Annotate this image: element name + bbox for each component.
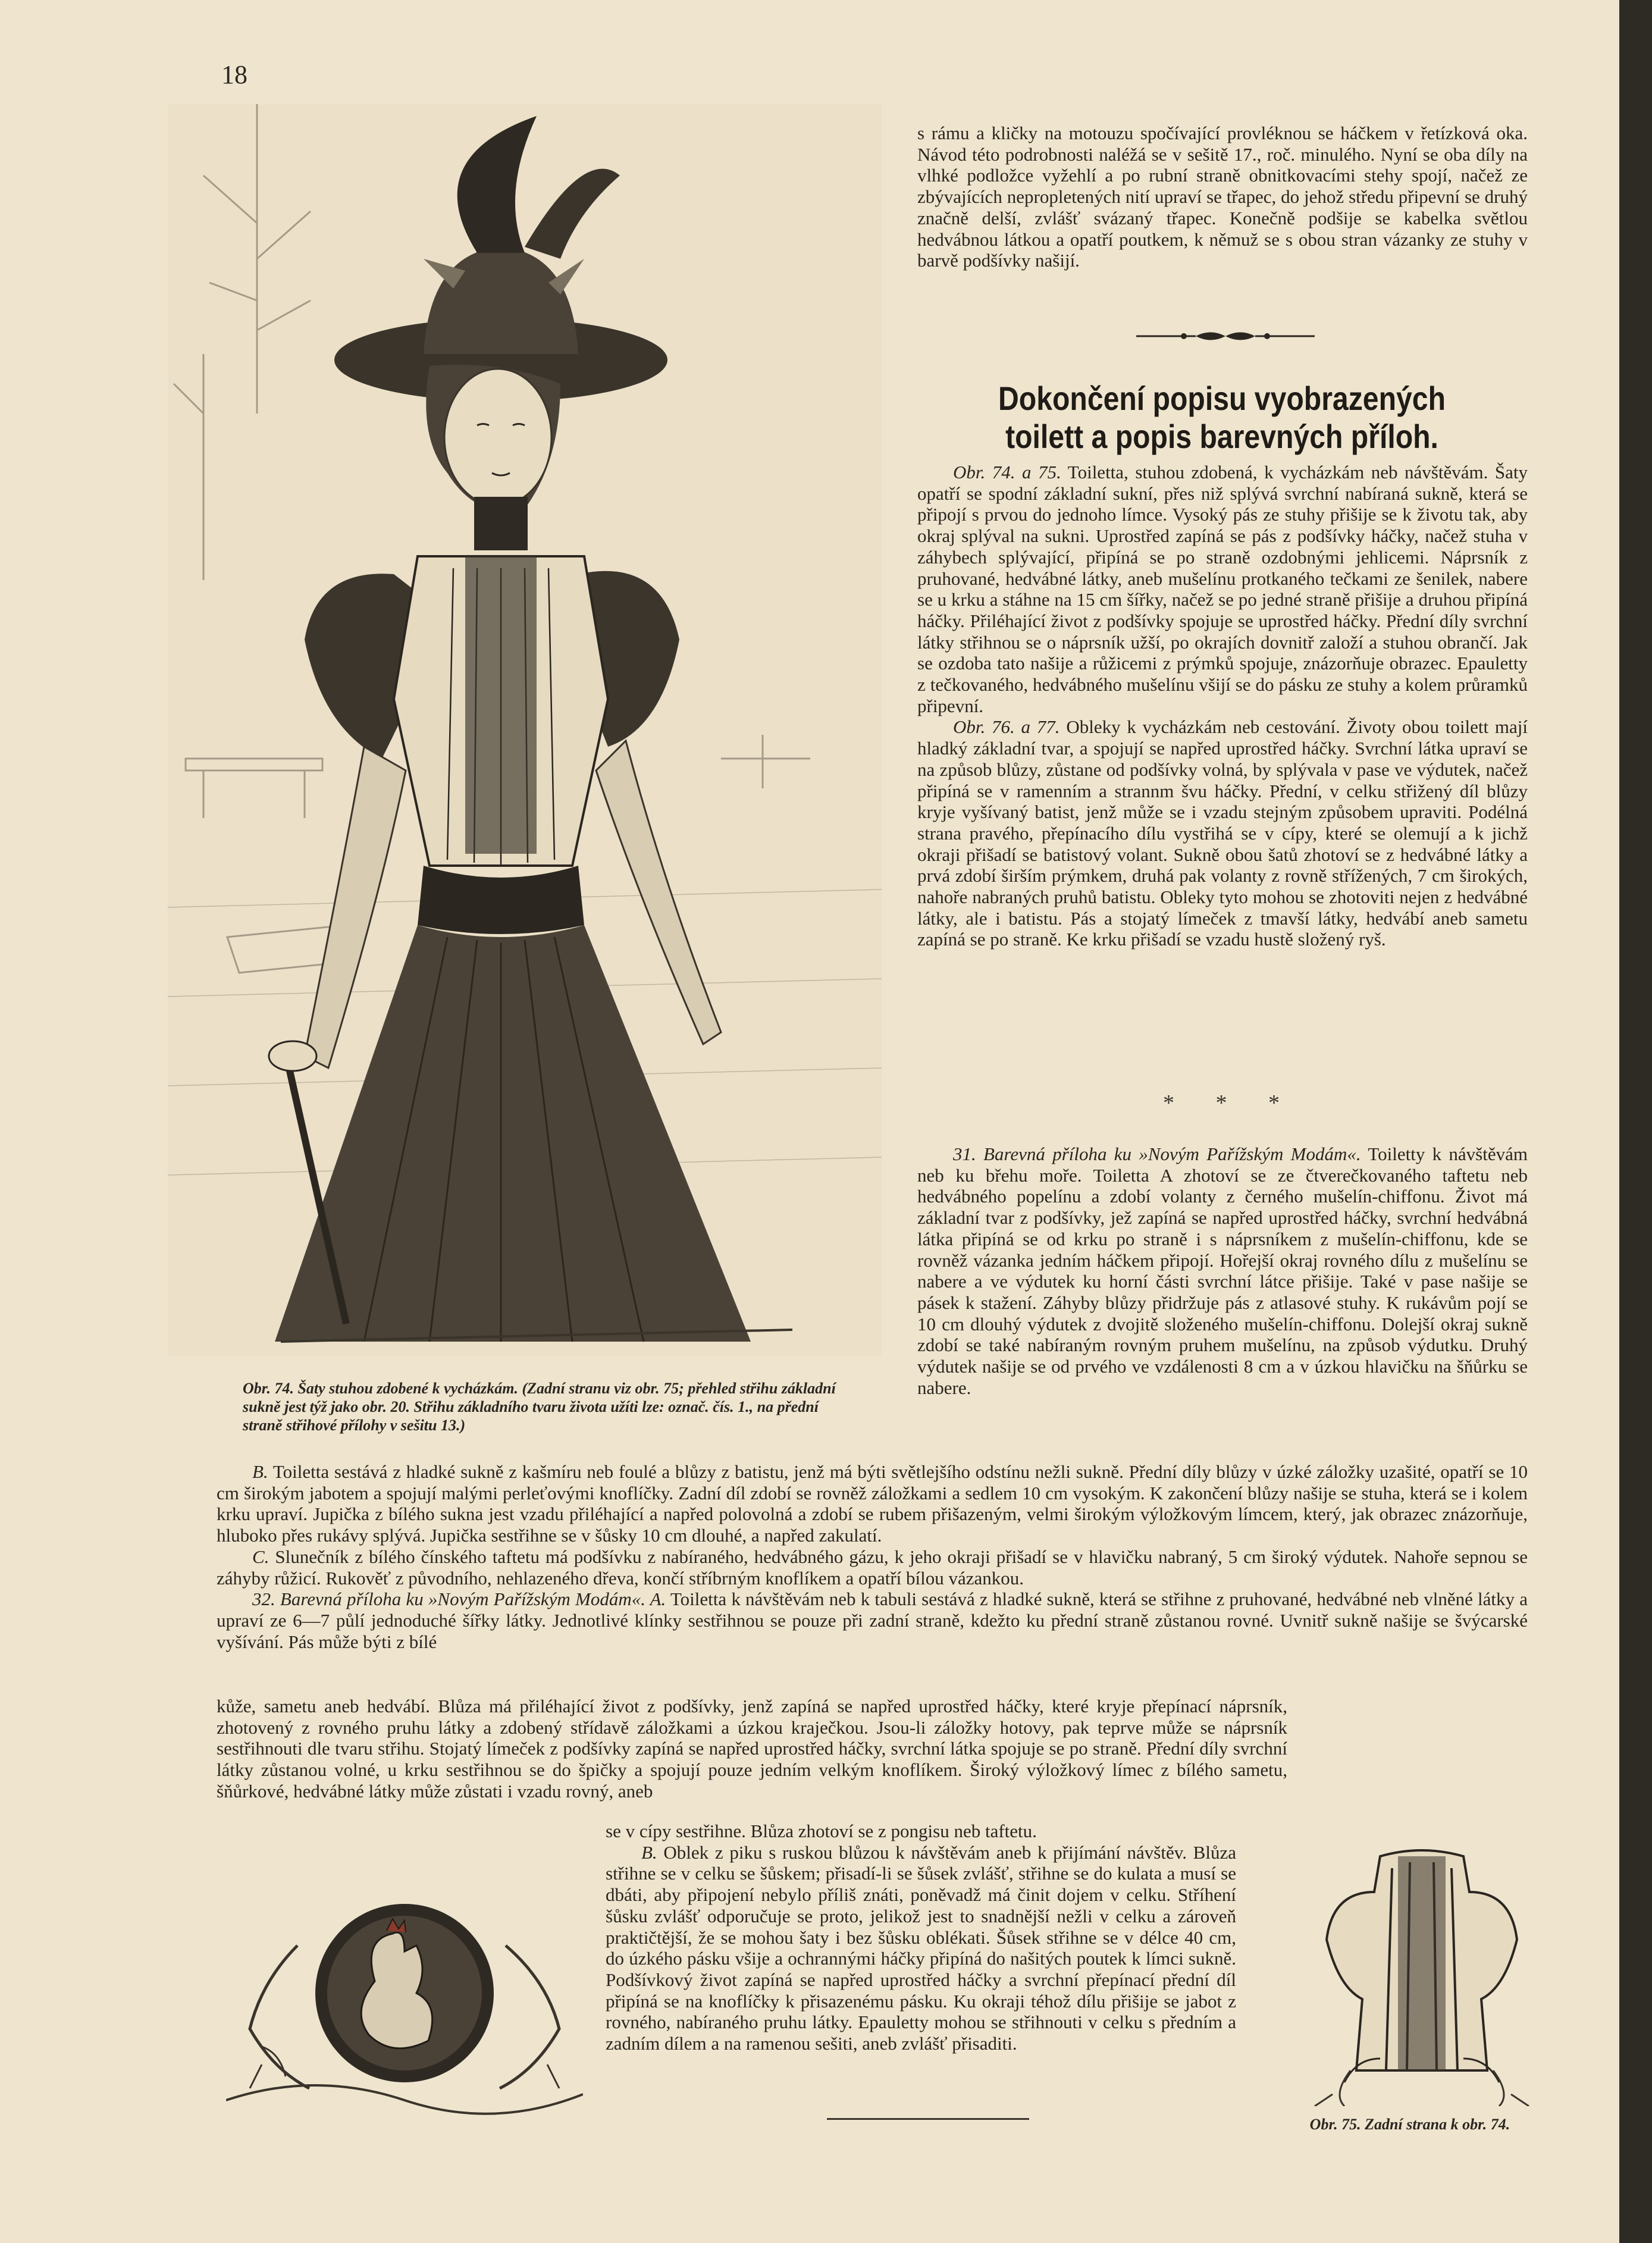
paragraph-plate-31: 31. Barevná příloha ku »Novým Pařížským Modám«. Toiletty k návštěvám neb ku břehu moře. Toiletta A zhotoví se ze čtverečkovaného taftetu neb hedvábného popelínu a zdobí volanty z černého mušelín-chiffonu. Život má základní tvar z podšívky, jež zapíná se napřed uprostřed háčky, svrchní hedvábná látka připíná se od krku po straně i s náprsníkem z mušelín-chiffonu, kde se rovněž vázanka jedním háčkem připojí. Hořejší okraj rovného dílu z mušelínu se nabere a ve výdutek ku horní části svrchní látce přišije. Také v pase našije se pásek k stažení. Záhyby blůzy přidržuje pás z atlasové stuhy. K rukávům pojí se 10 cm dlouhý výdutek z dvojitě složeného mušelín-chiffonu. Dolejší okraj sukně zdobí se také nabíraným rovným pruhem mušelínu, na způsob výdutku. Druhý výdutek našije se od prvého ve vzdálenosti 8 cm a v úzkou hlavičku na šňůrku se nabere. xyxy=(917,1144,1528,1398)
section-heading: Dokončení popisu vyobrazených toilett a popis barevných příloh. xyxy=(998,380,1446,455)
bottom-rule xyxy=(827,2118,1029,2120)
text-left-of-bodice-figure xyxy=(217,1696,1287,1802)
plate-reference: 31. Barevná příloha ku »Novým Pařížským Modám«. xyxy=(953,1144,1361,1164)
paragraph-plate-32-cont: kůže, sametu aneb hedvábí. Blůza má přiléhající život z podšívky, jenž zapíná se napřed uprostřed háčky, které kryje přepínací náprsník, zhotovený z rovného pruhu látky a zdobený střídavě záložkami a úzkou kraječkou. Jsou-li záložky hotovy, pak teprve může se náprsník sestřihnouti dle tvaru střihu. Stojatý límeček z podšívky zapíná se napřed uprostřed háčky, svrchní látka spojuje se po straně. Přední díly svrchní látky zůstanou volné, u krku sestřihnou se do špičky a spojují pouze jedním velkým knoflíkem. Široký výložkový límec z bílého sametu, šňůrkové, hedvábné látky může zůstati i vzadu rovný, aneb xyxy=(217,1696,1287,1802)
ornamental-divider xyxy=(1136,327,1315,345)
bodice-back-illustration xyxy=(1309,1844,1535,2106)
figure-caption-74: Obr. 74. Šaty stuhou zdobené k vycházkám. (Zadní stranu viz obr. 75; přehled střihu základní sukně jest týž jako obr. 20. Střihu základního tvaru života užíti lze: označ. čís. 1., na přední straně střihové přílohy v sešitu 13.) xyxy=(243,1380,836,1434)
column-right-main xyxy=(917,462,1528,950)
paragraph-b: B. Toiletta sestává z hladké sukně z kašmíru neb foulé a blůzy z batistu, jenž má býti světlejšího odstínu nežli sukně. Přední díly blůzy v úzké záložky uzašité, opatří se 10 cm širokým jabotem a spojují malými perleťovými knoflíčky. Zadní díl zdobí se rovněž záložkami a sedlem 10 cm vysokým. K zakončení blůzy našije se stuha, která se i kolem krku upraví. Jupička z bílého sukna jest vzadu přiléhající a napřed polovolná a zdobí se rubem přišazeným, velmi širokým výložkovým límcem, který, jak obrazec znázorňuje, hluboko přes rukávy splývá. Jupička sestřihne se v šůsky 10 cm dlouhé, a napřed zakulatí. xyxy=(217,1461,1528,1546)
book-spine-edge xyxy=(1619,0,1652,2243)
figure-caption-75: Obr. 75. Zadní strana k obr. 74. xyxy=(1309,2116,1510,2133)
paragraph-plate-32: 32. Barevná příloha ku »Novým Pařížským Modám«. A. Toiletta k návštěvám neb k tabuli sestává z hladké sukně, která se střihne z pruhované, hedvábné neb vlněné látky a upraví ze 6—7 půlí jednoduché šířky látky. Jednotlivé klínky sestřihnou se pouze při zadní straně, kdežto ku přední straně zůstanou rovné. Uvnitř sukně našije se švýcarské vyšívání. Pás může býti z bílé xyxy=(217,1589,1528,1652)
figure-reference: Obr. 74. a 75. xyxy=(953,462,1061,483)
paragraph-obr-76: Obr. 76. a 77. Obleky k vycházkám neb cestování. Životy obou toilett mají hladký základní tvar, a spojují se napřed uprostřed háčky. Svrchní látka upraví se na způsob blůzy, zůstane od podšívky volná, by splývala v pase ve výdutek, načež připíná se v ramenním a strannm švu háčky. Přední, v celku střižený díl blůzy kryje vyšívaný batist, jenž může se i vzadu stejným způsobem upraviti. Podélná strana pravého, přepínacího dílu vystřihá se v cípy, které se olemují a k jichž okraji přišadí se batistový volant. Sukně obou šatů zhotoví se z hedvábné látky a prvá zdobí širším prýmkem, druhá pak volanty z rovně střížených, 7 cm širokých, nahoře nabraných pruhů batistu. Obleky tyto mohou se zhotoviti nejen z hedvábné látky, ale i batistu. Pás a stojatý límeček z tmavší látky, hedvábí aneb sametu zapíná se po straně. Ke krku přišadí se vzadu hustě složený ryš. xyxy=(917,716,1528,950)
section-stars: * * * xyxy=(1163,1091,1297,1116)
paragraph-c: C. Slunečník z bílého čínského taftetu má podšívku z nabíraného, hedvábného gázu, k jeho okraji přišadí se v hlavičku nabraný, 5 cm široký výdutek. Nahoře sepnou se záhyby růžicí. Rukověť z původního, nehlazeného dřeva, končí stříbrným knoflíkem a opatří bílou vázankou. xyxy=(217,1546,1528,1589)
plate-reference: 32. Barevná příloha ku »Novým Pařížským Modám«. A. xyxy=(252,1589,666,1610)
paragraph-b-second: B. Oblek z piku s ruskou blůzou k návštěvám aneb k přijímání návštěv. Blůza střihne se v celku se šůskem; přisadí-li se šůsek zvlášť, střihne se do kulata a musí se dbáti, aby připojení nebylo příliš znáti, poněvadž má činit dojem v celku. Stříhení šůsku zvlášť odporučuje se proto, jelikož jest to snadnější nežli v celku a zároveň praktičtější, že se mohou šaty i bez šůsku oblékati. Šůsek střihne se v délce 40 cm, do úzkého pásku všije a ochrannými háčky připíná do našitých poutek k límci sukně. Podšívkový život zapíná se napřed uprostřed háčky a svrchní přepínací přední díl připíná se na knoflíčky k přisazenému pásku. Ku okraji téhož dílu přišije se jabot z rovného, nabíraného pruhu látky. Epauletty mohou se střihnouti v celku s předním a zadním dílem a na ramenou sešiti, aneb zvlášť přisaditi. xyxy=(606,1841,1236,2054)
figure-reference: Obr. 76. a 77. xyxy=(953,716,1060,738)
text-between-figures xyxy=(606,1821,1236,2054)
page-number: 18 xyxy=(221,60,247,89)
column-right-plate-31 xyxy=(917,1144,1528,1398)
paragraph-obr-74: Obr. 74. a 75. Toiletta, stuhou zdobená, k vycházkám neb návštěvám. Šaty opatří se spodní základní sukní, přes niž splývá svrchní nabíraná sukně, která se připojí s prvou do jednoho límce. Vysoký pás ze stuhy přišije se k životu tak, aby okraj splýval na sukni. Uprostřed zapíná se pás z podšívky háčky, načež stuha v záhybech splývající, připíná se po straně ozdobnými jehlicemi. Náprsník z pruhované, hedvábné látky, aneb mušelínu protkaného tečkami ze šenilek, nabere se u krku a stáhne na 15 cm šířky, načež se po jedné straně přišije a druhou připíná háčky. Přiléhající život z podšívky spojuje se uprostřed háčky. Přední díly svrchní látky střihnou se o náprsník užší, po okrajích dovnitř založí a stuhou obrančí. Jak se ozdoba tato našije a růžicemi z prýmků spojuje, znázorňuje obrazec. Epauletty z tečkovaného, hedvábného mušelínu všijí se do pásku ze stuhy a kolem průramků připevní. xyxy=(917,462,1528,716)
woman-in-dress-illustration xyxy=(168,104,882,1357)
full-width-text xyxy=(217,1461,1528,1652)
column-right-top-paragraph xyxy=(917,123,1528,271)
rooster-vignette xyxy=(226,1874,583,2130)
paragraph-continuation: s rámu a kličky na motouzu spočívající provléknou se háčkem v řetízková oka. Návod této podrobnosti naléžá se v sešitě 17., roč. minulého. Nyní se oba díly na vlhké podložce vyžehlí a po rubní straně obnitkovacími stehy spojí, načež ze zbývajících nepropletených nití upraví se třapec, do jehož středu připevní se druhý značně delší, zvlášť svázaný třapec. Konečně podšije se kabelka světlou hedvábnou látkou a opatří poutkem, k němuž se s obou stran vázanky ze stuhy v barvě podšívky našijí. xyxy=(917,123,1528,271)
paragraph-plate-32-end: se v cípy sestřihne. Blůza zhotoví se z pongisu neb taftetu. xyxy=(606,1821,1037,1841)
